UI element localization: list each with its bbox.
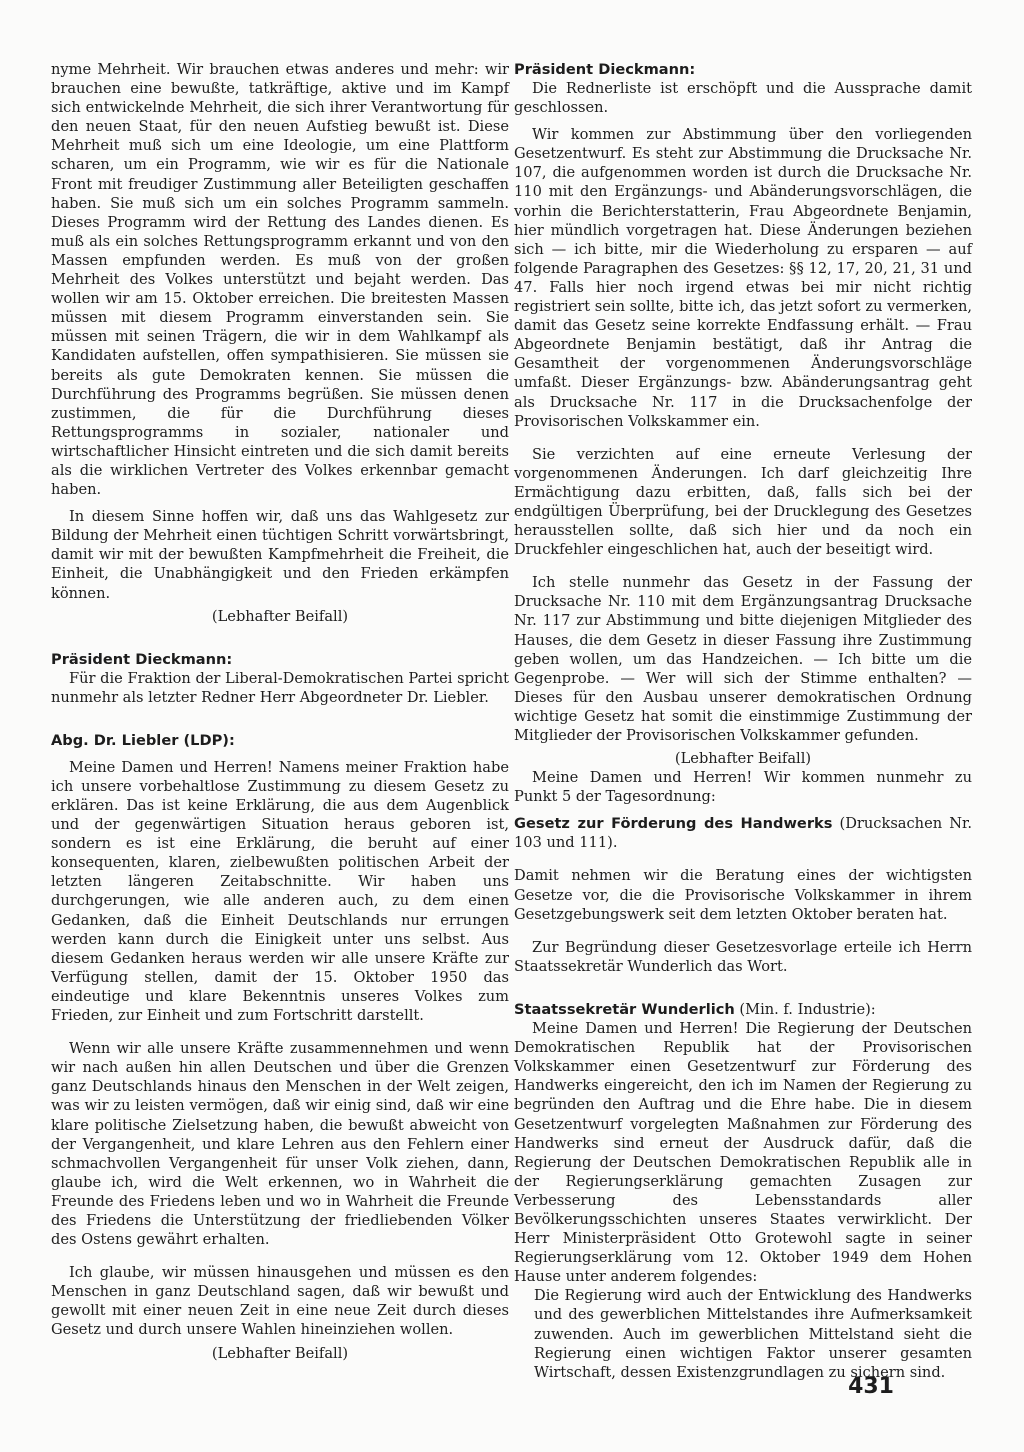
paragraph: Meine Damen und Herren! Die Regierung der Deutschen Demokratischen Republik hat der Provisorischen Volkskammer einen Gesetzentwurf zur Förderung des Handwerks eingereicht, den ich im Namen der Regierung zu begründen den Auftrag und die Ehre habe. Die in diesem Gesetzentwurf vorgelegten Maßnahmen zur Förderung des Handwerks sind erneut der Ausdruck dafür, daß die Regierung der Deutschen Demokratischen Republik alle in der Regierungserklärung gemachten Zusagen zur Verbesserung des Lebensstandards aller Bevölkerungsschichten unseres Staates verwirklicht. Der Herr Ministerpräsident Otto Grotewohl sagte in seiner Regierungserklärung vom 12. Oktober 1949 dem Hohen Hause unter anderem folgendes:	[514, 1020, 972, 1286]
agenda-item	[514, 814, 972, 852]
right-column	[514, 60, 972, 1382]
speaker-heading: Präsident Dieckmann:	[514, 61, 696, 78]
paragraph: Ich stelle nunmehr das Gesetz in der Fassung der Drucksache Nr. 110 mit dem Ergänzungsantrag Drucksache Nr. 117 zur Abstimmung und bitte diejenigen Mitglieder des Hauses, die dem Gesetz in dieser Fassung ihre Zustimmung geben wollen, um das Handzeichen. — Ich bitte um die Gegenprobe. — Wer will sich der Stimme enthalten? — Dieses für den Ausbau unserer demokratischen Ordnung wichtige Gesetz hat somit die einstimmige Zustimmung der Mitglieder der Provisorischen Volkskammer gefunden.	[514, 574, 972, 744]
paragraph: Zur Begründung dieser Gesetzesvorlage erteile ich Herrn Staatssekretär Wunderlich das Wort.	[514, 938, 972, 975]
applause-note: (Lebhafter Beifall)	[211, 607, 349, 625]
speaker-heading: Abg. Dr. Liebler (LDP):	[51, 731, 235, 749]
quote-text: Die Regierung wird auch der Entwicklung des Handwerks und des gewerblichen Mittelstandes ihre Aufmerksamkeit zuwenden. Auch im gewerblichen Mittelstand sieht die Regierung einen wichtigen Faktor unserer gesamten Wirtschaft, dessen Existenzgrundlagen zu sichern sind.	[534, 1287, 972, 1381]
speaker-heading-line	[514, 1000, 972, 1019]
speaker-heading: Präsident Dieckmann:	[51, 650, 233, 668]
speaker-name: Staatssekretär Wunderlich	[514, 1000, 735, 1018]
paragraph: nyme Mehrheit. Wir brauchen etwas anderes und mehr: wir brauchen eine bewußte, tatkräftige, aktive und im Kampf sich entwickelnde Mehrheit, die sich ihrer Verantwortung für den neuen Staat, für den neuen Aufstieg bewußt ist. Diese Mehrheit muß sich um eine Ideologie, um eine Plattform scharen, um ein Programm, wie wir es für die Nationale Front mit freudiger Zustimmung aller Beteiligten geschaffen haben. Sie muß sich um ein solches Programm sammeln. Dieses Programm wird der Rettung des Landes dienen. Es muß als ein solches Rettungsprogramm erkannt und von den Massen empfunden werden. Es muß von der großen Mehrheit des Volkes unterstützt und bejaht werden. Das wollen wir am 15. Oktober erreichen. Die breitesten Massen müssen mit diesem Programm einverstanden sein. Sie müssen mit seinen Trägern, die wir in dem Wahlkampf als Kandidaten aufstellen, offen sympathisieren. Sie müssen sie bereits als gute Demokraten kennen. Sie müssen die Durchführung des Programms begrüßen. Sie müssen denen zustimmen, die für die Durchführung dieses Rettungsprogramms in sozialer, nationaler und wirtschaftlicher Hinsicht eintreten und die sich damit bereits als die wirklichen Vertreter des Volkes erkennbar gemacht haben.	[51, 61, 509, 499]
paragraph: Für die Fraktion der Liberal-Demokratischen Partei spricht nunmehr als letzter Redner Herr Abgeordneter Dr. Liebler.	[51, 669, 509, 706]
quotation	[534, 1286, 972, 1381]
applause-note: (Lebhafter Beifall)	[674, 750, 812, 768]
paragraph: Ich glaube, wir müssen hinausgehen und müssen es den Menschen in ganz Deutschland sagen, daß wir bewußt und gewollt mit einer neuen Zeit in eine neue Zeit durch dieses Gesetz und durch unsere Wahlen hineinziehen wollen.	[51, 1264, 509, 1339]
paragraph: Sie verzichten auf eine erneute Verlesung der vorgenommenen Änderungen. Ich darf gleichzeitig Ihre Ermächtigung dazu erbitten, daß, falls sich bei der endgültigen Überprüfung, bei der Drucklegung des Gesetzes herausstellen sollte, daß sich hier und da noch ein Druckfehler eingeschlichen hat, auch der beseitigt wird.	[514, 445, 972, 559]
law-title: Gesetz zur Förderung des Handwerks	[514, 815, 833, 833]
left-column	[51, 60, 509, 1363]
paragraph: Meine Damen und Herren! Wir kommen nunmehr zu Punkt 5 der Tagesordnung:	[514, 769, 972, 806]
speaker-role: (Min. f. Industrie):	[734, 1000, 876, 1018]
applause-note: (Lebhafter Beifall)	[211, 1344, 349, 1362]
paragraph: Damit nehmen wir die Beratung eines der wichtigsten Gesetze vor, die die Provisorische Volkskammer in ihrem Gesetzgebungswerk seit dem letzten Oktober beraten hat.	[514, 867, 972, 923]
law-reference: (Drucksachen Nr. 103 und 111).	[514, 815, 972, 852]
paragraph: In diesem Sinne hoffen wir, daß uns das Wahlgesetz zur Bildung der Mehrheit einen tüchtigen Schritt vorwärtsbringt, damit wir mit der bewußten Kampfmehrheit die Freiheit, die Einheit, die Unabhängigkeit und den Frieden erkämpfen können.	[51, 508, 509, 602]
paragraph: Meine Damen und Herren! Namens meiner Fraktion habe ich unsere vorbehaltlose Zustimmung zu diesem Gesetz zu erklären. Das ist keine Erklärung, die aus dem Augenblick und der gegenwärtigen Situation heraus geboren ist, sondern es ist eine Erklärung, die beruht auf einer konsequenten, klaren, zielbewußten politischen Arbeit der letzten längeren Zeitabschnitte. Wir haben uns durchgerungen, wie alle anderen auch, zu dem einen Gedanken, daß die Einheit Deutschlands nur errungen werden kann durch die Einigkeit unter uns selbst. Aus diesem Gedanken heraus werden wir alle unsere Kräfte zur Verfügung stellen, damit der 15. Oktober 1950 das eindeutige und klare Bekenntnis unseres Volkes zum Frieden, zur Einheit und zum Fortschritt darstellt.	[51, 758, 509, 1025]
paragraph: Wir kommen zur Abstimmung über den vorliegenden Gesetzentwurf. Es steht zur Abstimmung die Drucksache Nr. 107, die aufgenommen worden ist durch die Drucksache Nr. 110 mit den Ergänzungs- und Abänderungsvorschlägen, die vorhin die Berichterstatterin, Frau Abgeordnete Benjamin, hier mündlich vorgetragen hat. Diese Änderungen beziehen sich — ich bitte, mir die Wiederholung zu ersparen — auf folgende Paragraphen des Gesetzes: §§ 12, 17, 20, 21, 31 und 47. Falls hier noch irgend etwas bei mir nicht richtig registriert sein sollte, bitte ich, das jetzt sofort zu vermerken, damit das Gesetz seine korrekte Endfassung erhält. — Frau Abgeordnete Benjamin bestätigt, daß ihr Antrag die Gesamtheit der vorgenommenen Änderungsvorschläge umfaßt. Dieser Ergänzungs- bzw. Abänderungsantrag geht als Drucksache Nr. 117 in die Drucksachenfolge der Provisorischen Volkskammer ein.	[514, 126, 972, 430]
paragraph: Wenn wir alle unsere Kräfte zusammennehmen und wenn wir nach außen hin allen Deutschen und über die Grenzen ganz Deutschlands hinaus den Menschen in der Welt zeigen, was wir zu leisten vermögen, daß wir einig sind, daß wir eine klare politische Zielsetzung haben, die bewußt abweicht von der Vergangenheit, und klare Lehren aus den Fehlern einer schmachvollen Vergangenheit für unser Volk ziehen, dann, glaube ich, wird die Welt erkennen, wo in Wahrheit die Freunde des Friedens leben und wo in Wahrheit die Freunde des Friedens die Unterstützung der friedliebenden Völker des Ostens gewährt erhalten.	[51, 1040, 509, 1249]
paragraph: Die Rednerliste ist erschöpft und die Aussprache damit geschlossen.	[514, 80, 972, 117]
page-number: 431	[848, 1374, 894, 1399]
